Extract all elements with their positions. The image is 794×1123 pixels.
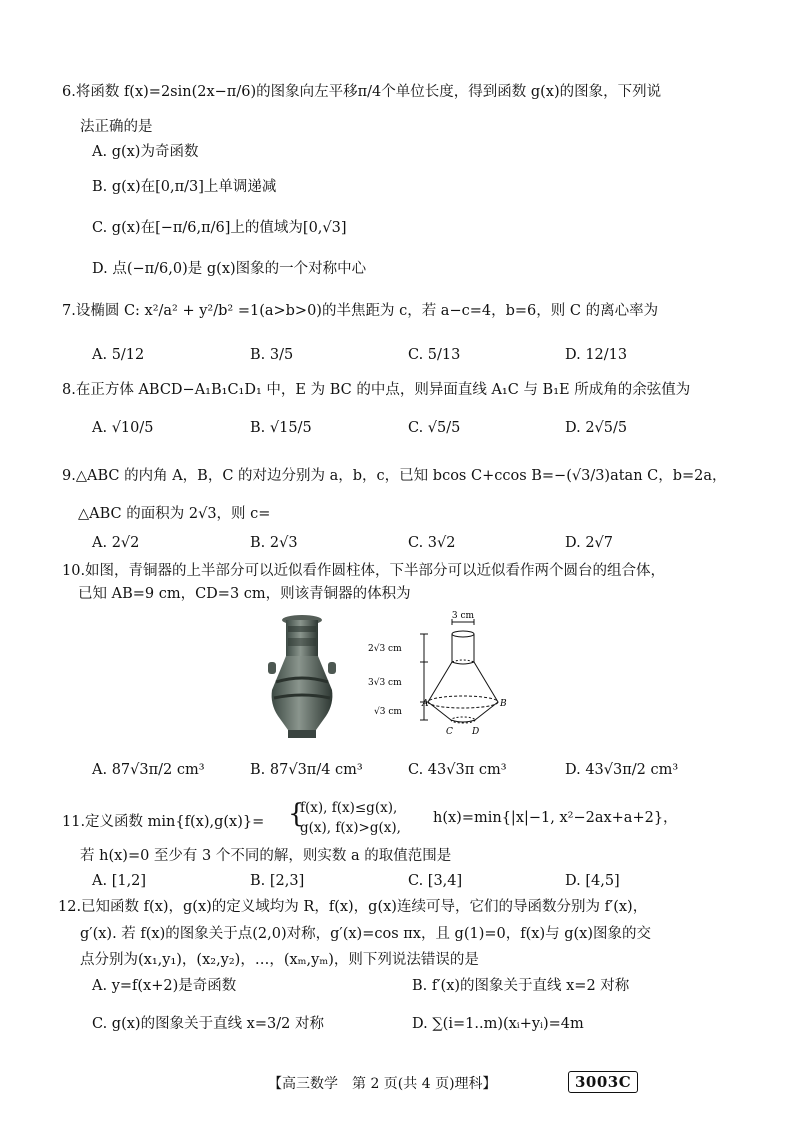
q6-option-a: A. g(x)为奇函数	[92, 144, 199, 160]
q12-line1: 12.已知函数 f(x)，g(x)的定义域均为 R，f(x)，g(x)连续可导，它们的导函数分别为 f′(x)，	[58, 899, 648, 915]
q11-line1-start: 11.定义函数 min{f(x),g(x)}=	[62, 814, 265, 830]
q8-option-c: C. √5/5	[408, 420, 461, 436]
q9-option-d: D. 2√7	[565, 535, 614, 551]
q8-option-d: D. 2√5/5	[565, 420, 628, 436]
q9-option-a: A. 2√2	[92, 535, 140, 551]
q10-line2: 已知 AB=9 cm，CD=3 cm，则该青铜器的体积为	[78, 586, 411, 602]
q6-line1: 6.将函数 f(x)=2sin(2x−π/6)的图象向左平移π/4个单位长度，得到函数 g(x)的图象，下列说	[62, 84, 662, 100]
q9-line1: 9.△ABC 的内角 A，B，C 的对边分别为 a，b，c，已知 bcos C+ccos B=−(√3/3)atan C，b=2a，	[62, 468, 727, 484]
diagram-height-1: 2√3 cm	[368, 644, 402, 654]
q9-option-b: B. 2√3	[250, 535, 298, 551]
diagram-top-label: 3 cm	[451, 611, 475, 621]
q10-line1: 10.如图，青铜器的上半部分可以近似看作圆柱体，下半部分可以近似看作两个圆台的组合体，	[62, 563, 666, 579]
diagram-point-b: B	[500, 699, 507, 709]
page-footer: 【高三数学 第 2 页(共 4 页)理科】	[268, 1076, 497, 1092]
q11-option-c: C. [3,4]	[408, 873, 463, 889]
q7-option-b: B. 3/5	[250, 347, 294, 363]
q9-option-c: C. 3√2	[408, 535, 456, 551]
q11-line2: 若 h(x)=0 至少有 3 个不同的解，则实数 a 的取值范围是	[80, 848, 452, 864]
q7-text: 7.设椭圆 C: x²/a² + y²/b² =1(a>b>0)的半焦距为 c，若 a−c=4，b=6，则 C 的离心率为	[62, 303, 659, 319]
q11-option-b: B. [2,3]	[250, 873, 305, 889]
q7-option-d: D. 12/13	[565, 347, 628, 363]
q8-text: 8.在正方体 ABCD−A₁B₁C₁D₁ 中，E 为 BC 的中点，则异面直线 A₁C 与 B₁E 所成角的余弦值为	[62, 382, 691, 398]
diagram-height-3: √3 cm	[374, 707, 402, 717]
q12-option-a: A. y=f(x+2)是奇函数	[92, 978, 237, 994]
q11-case-1: f(x), f(x)≤g(x),	[300, 800, 398, 816]
q12-line3: 点分别为(x₁,y₁)，(x₂,y₂)，…，(xₘ,yₘ)，则下列说法错误的是	[80, 952, 479, 968]
diagram-point-a: A	[422, 699, 429, 709]
diagram-point-d: D	[472, 727, 480, 737]
q11-brace: {	[288, 799, 305, 829]
q9-line2: △ABC 的面积为 2√3，则 c=	[78, 506, 271, 522]
q8-option-a: A. √10/5	[92, 420, 154, 436]
q12-line2: g′(x). 若 f(x)的图象关于点(2,0)对称，g′(x)=cos πx，且 g(1)=0，f(x)与 g(x)图象的交	[80, 926, 651, 942]
q6-option-c: C. g(x)在[−π/6,π/6]上的值域为[0,√3]	[92, 220, 347, 236]
diagram-point-c: C	[446, 727, 453, 737]
q10-option-d: D. 43√3π/2 cm³	[565, 762, 679, 778]
q12-option-b: B. f′(x)的图象关于直线 x=2 对称	[412, 978, 630, 994]
q11-option-d: D. [4,5]	[565, 873, 620, 889]
q10-option-c: C. 43√3π cm³	[408, 762, 507, 778]
diagram-height-2: 3√3 cm	[368, 678, 402, 688]
q6-option-b: B. g(x)在[0,π/3]上单调递减	[92, 179, 277, 195]
q12-option-d: D. ∑(i=1..m)(xᵢ+yᵢ)=4m	[412, 1016, 584, 1032]
q7-option-a: A. 5/12	[92, 347, 145, 363]
vessel-geometry-diagram	[366, 610, 516, 740]
q12-option-c: C. g(x)的图象关于直线 x=3/2 对称	[92, 1016, 324, 1032]
q11-option-a: A. [1,2]	[92, 873, 147, 889]
q10-option-b: B. 87√3π/4 cm³	[250, 762, 363, 778]
q6-option-d: D. 点(−π/6,0)是 g(x)图象的一个对称中心	[92, 261, 367, 277]
q10-option-a: A. 87√3π/2 cm³	[92, 762, 205, 778]
q11-case-2: g(x), f(x)>g(x),	[300, 820, 401, 836]
exam-code-badge: 3003C	[568, 1071, 638, 1093]
q7-option-c: C. 5/13	[408, 347, 461, 363]
q8-option-b: B. √15/5	[250, 420, 312, 436]
q6-line2: 法正确的是	[80, 119, 153, 135]
q11-line1-end: h(x)=min{|x|−1, x²−2ax+a+2}，	[433, 810, 678, 826]
bronze-vessel-photo	[262, 612, 342, 740]
